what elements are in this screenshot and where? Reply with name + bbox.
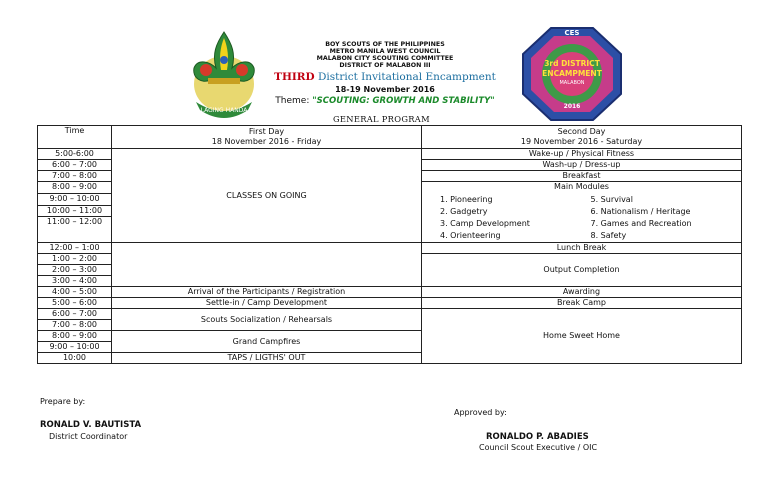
- time-cell: 7:00 – 8:00: [38, 320, 112, 331]
- module-item: 4. Orienteering: [440, 231, 501, 240]
- day1-date: 18 November 2016 - Friday: [211, 137, 322, 146]
- prepared-by-name: [40, 420, 141, 430]
- day2-main-modules-cell: [422, 182, 742, 243]
- time-cell: 12:00 – 1:00: [38, 243, 112, 254]
- approved-by-name: [486, 432, 589, 442]
- encampment-badge-logo: [521, 26, 623, 122]
- prepared-by-label: Prepare by:: [40, 397, 86, 406]
- module-item: 1. Pioneering: [440, 195, 493, 204]
- time-cell: 6:00 – 7:00: [38, 160, 112, 171]
- svg-text:3rd DISTRICT: 3rd DISTRICT: [544, 59, 600, 68]
- time-cell: 10:00 – 11:00: [38, 205, 112, 217]
- day2-awarding-cell: Awarding: [422, 287, 742, 298]
- day1-socialization-cell: Scouts Socialization / Rehearsals: [112, 309, 422, 331]
- event-title: [250, 71, 520, 83]
- org-line: MALABON CITY SCOUTING COMMITTEE: [316, 55, 454, 62]
- svg-text:ENCAMPMENT: ENCAMPMENT: [542, 69, 602, 78]
- table-row: [38, 298, 742, 309]
- time-cell: 1:00 – 2:00: [38, 254, 112, 265]
- event-title-emphasis: THIRD: [274, 71, 315, 83]
- general-program-table: [37, 125, 742, 364]
- day2-lunch-cell: Lunch Break: [422, 243, 742, 254]
- module-item: 8. Safety: [590, 231, 627, 240]
- time-cell: 4:00 – 5:00: [38, 287, 112, 298]
- day2-home-cell: Home Sweet Home: [422, 309, 742, 364]
- table-row: [38, 149, 742, 160]
- day2-output-cell: Output Completion: [422, 254, 742, 287]
- module-item: 2. Gadgetry: [440, 207, 488, 216]
- table-row: [38, 243, 742, 254]
- svg-text:MALABON: MALABON: [559, 80, 585, 86]
- time-cell: 11:00 – 12:00: [38, 217, 112, 243]
- table-row: [38, 309, 742, 320]
- day1-title: First Day: [248, 127, 285, 136]
- time-cell: 7:00 – 8:00: [38, 171, 112, 182]
- module-item: 7. Games and Recreation: [590, 219, 692, 228]
- day1-taps-cell: TAPS / LIGTHS' OUT: [112, 353, 422, 364]
- time-cell: 6:00 – 7:00: [38, 309, 112, 320]
- program-title: GENERAL PROGRAM: [333, 114, 430, 124]
- time-cell: 10:00: [38, 353, 112, 364]
- day1-arrival-cell: Arrival of the Participants / Registration: [112, 287, 422, 298]
- time-cell: 3:00 – 4:00: [38, 276, 112, 287]
- svg-text:2016: 2016: [563, 103, 581, 110]
- day2-wakeup-cell: Wake-up / Physical Fitness: [422, 149, 742, 160]
- organization-lines: [250, 41, 520, 70]
- modules-list: [422, 192, 741, 242]
- table-row: [38, 287, 742, 298]
- day1-column-header: [112, 126, 422, 149]
- prepared-by-title: District Coordinator: [49, 432, 128, 441]
- table-header-row: [38, 126, 742, 149]
- day2-breakfast-cell: Breakfast: [422, 171, 742, 182]
- time-cell: 2:00 – 3:00: [38, 265, 112, 276]
- approved-name-text: RONALDO P. ABADIES: [486, 432, 589, 442]
- day2-date: 19 November 2016 - Saturday: [520, 137, 643, 146]
- approved-by-label: Approved by:: [454, 408, 507, 417]
- time-cell: 5:00-6:00: [38, 149, 112, 160]
- day2-title: Second Day: [557, 127, 606, 136]
- time-column-header: [38, 126, 112, 149]
- module-item: 6. Nationalism / Heritage: [590, 207, 691, 216]
- theme-text: "SCOUTING: GROWTH AND STABILITY": [312, 96, 495, 106]
- time-cell: 8:00 – 9:00: [38, 331, 112, 342]
- day1-empty-cell: [112, 243, 422, 287]
- event-title-rest: District Invitational Encampment: [317, 71, 496, 83]
- time-cell: 9:00 – 10:00: [38, 193, 112, 205]
- day2-column-header: [422, 126, 742, 149]
- org-line: DISTRICT OF MALABON III: [339, 62, 431, 69]
- module-item: 3. Camp Development: [440, 219, 530, 228]
- day2-break-camp-cell: Break Camp: [422, 298, 742, 309]
- svg-text:LAGING HANDA: LAGING HANDA: [200, 107, 248, 114]
- day1-campfires-cell: Grand Campfires: [112, 331, 422, 353]
- time-header-label: Time: [64, 126, 85, 135]
- org-line: METRO MANILA WEST COUNCIL: [329, 48, 441, 55]
- prepared-name-text: RONALD V. BAUTISTA: [40, 420, 142, 430]
- main-modules-title: Main Modules: [554, 182, 609, 191]
- time-cell: 5:00 – 6:00: [38, 298, 112, 309]
- approved-by-title: Council Scout Executive / OIC: [479, 443, 598, 452]
- module-item: 5. Survival: [590, 195, 633, 204]
- day1-settle-cell: Settle-in / Camp Development: [112, 298, 422, 309]
- svg-text:CES: CES: [564, 29, 580, 37]
- org-line: BOY SCOUTS OF THE PHILIPPINES: [325, 41, 445, 48]
- time-cell: 8:00 – 9:00: [38, 182, 112, 194]
- theme-label: Theme:: [275, 96, 310, 106]
- event-dates: 18-19 November 2016: [335, 85, 435, 94]
- time-cell: 9:00 – 10:00: [38, 342, 112, 353]
- day2-washup-cell: Wash-up / Dress-up: [422, 160, 742, 171]
- event-theme: [240, 96, 530, 106]
- day1-classes-cell: CLASSES ON GOING: [112, 149, 422, 243]
